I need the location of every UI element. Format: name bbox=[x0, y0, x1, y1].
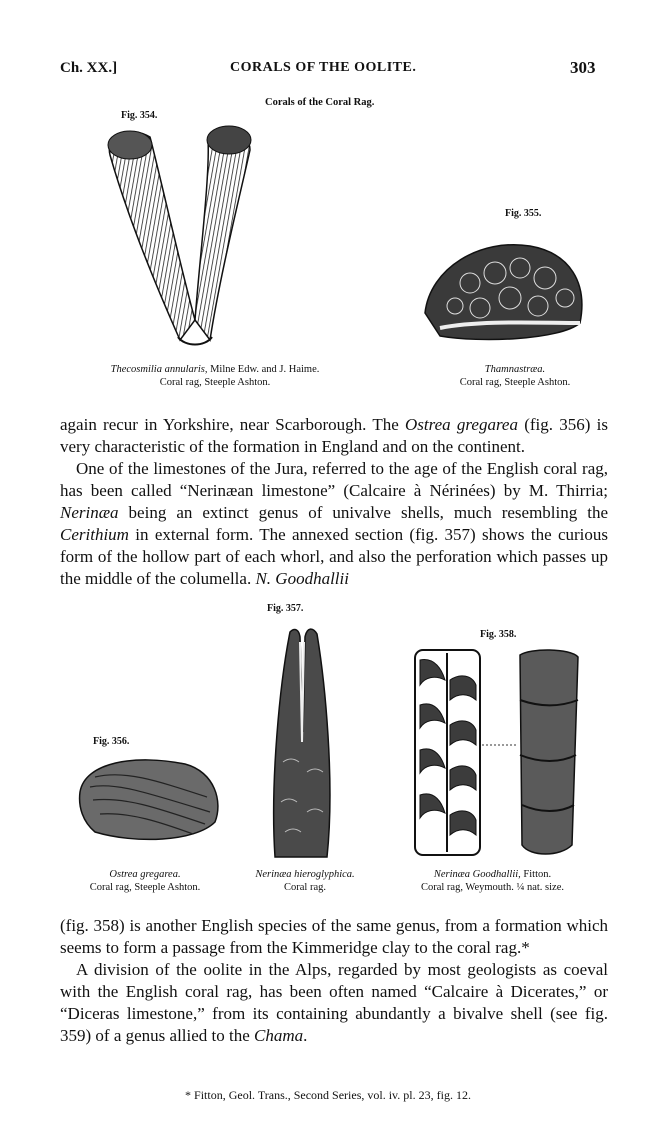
fig356-locality: Coral rag, Steeple Ashton. bbox=[89, 882, 201, 893]
fig354-author: Milne Edw. and J. Haime. bbox=[207, 364, 320, 375]
fig354-locality: Coral rag, Steeple Ashton. bbox=[159, 377, 271, 388]
fig358-locality: Coral rag, Weymouth. ¼ nat. size. bbox=[420, 882, 564, 893]
paragraph-2 bbox=[60, 458, 608, 590]
p3-text-1: (fig. 358) is another English species of the same genus, from a formation which seems to form a passage from the Kimmeridge clay to the coral rag.* bbox=[60, 916, 608, 957]
p4-text-1: A division of the oolite in the Alps, regarded by most geologists as coeval with the English coral rag, has been often named “Calcaire à Dicerates,” or “Diceras limestone,” from its containing abundantly a bivalve shell (see fig. 359) of a genus allied to the bbox=[60, 960, 608, 1045]
fig356-species: Ostrea gregarea. bbox=[109, 869, 181, 880]
footnote: * Fitton, Geol. Trans., Second Series, vol. iv. pl. 23, fig. 12. bbox=[185, 1088, 471, 1102]
fig355-species: Thamnastræa. bbox=[484, 364, 546, 375]
section-caption: Corals of the Coral Rag. bbox=[265, 97, 375, 108]
fig357-label: Fig. 357. bbox=[267, 603, 304, 614]
fig357-locality: Coral rag. bbox=[284, 882, 326, 893]
fig354-species: Thecosmilia annularis, bbox=[110, 364, 208, 375]
body-text-lower bbox=[60, 915, 608, 1047]
fig358-species: Nerinæa Goodhallii, bbox=[433, 869, 521, 880]
paragraph-1 bbox=[60, 414, 608, 458]
fig354-illustration bbox=[100, 115, 260, 355]
p1-italic-1: Ostrea gregarea bbox=[405, 415, 518, 434]
fig357-illustration bbox=[265, 622, 340, 862]
fig357-caption bbox=[225, 868, 385, 894]
chapter-label: Ch. XX.] bbox=[60, 60, 118, 76]
paragraph-4 bbox=[60, 959, 608, 1047]
fig358-author: Fitton. bbox=[520, 869, 552, 880]
p2-italic-3: N. Goodhallii bbox=[255, 569, 349, 588]
p2-text-2: being an extinct genus of univalve shells, much resembling the bbox=[118, 503, 608, 522]
page-title: CORALS OF THE OOLITE. bbox=[230, 60, 417, 75]
fig355-illustration bbox=[420, 228, 590, 348]
fig358-illustration bbox=[410, 645, 585, 860]
fig358-caption bbox=[385, 868, 600, 894]
p2-text-1: One of the limestones of the Jura, referred to the age of the English coral rag, has been called “Nerinæan limestone” (Calcaire à Nérinées) by M. Thirria; bbox=[60, 459, 608, 500]
fig356-illustration bbox=[75, 752, 225, 847]
fig356-label: Fig. 356. bbox=[93, 736, 130, 747]
fig358-label: Fig. 358. bbox=[480, 629, 517, 640]
p1-text-1: again recur in Yorkshire, near Scarborough. The bbox=[60, 415, 406, 434]
paragraph-3 bbox=[60, 915, 608, 959]
page-number: 303 bbox=[570, 58, 596, 77]
fig354-caption bbox=[60, 363, 370, 389]
fig357-species: Nerinæa hieroglyphica. bbox=[255, 869, 355, 880]
fig356-caption bbox=[55, 868, 235, 894]
fig354-label: Fig. 354. bbox=[121, 110, 158, 121]
p2-italic-2: Cerithium bbox=[60, 525, 129, 544]
p2-italic-1: Nerinæa bbox=[60, 503, 119, 522]
body-text-upper bbox=[60, 414, 608, 590]
p1-text-2: (fig. 356) is very characteristic of the formation in England and on the continent. bbox=[60, 415, 608, 456]
p2-text-3: in external form. The annexed section (fig. 357) shows the curious form of the hollow part of each whorl, and also the perforation which passes up the middle of the columella. bbox=[60, 525, 608, 588]
p4-italic-1: Chama bbox=[254, 1026, 304, 1045]
fig355-caption bbox=[420, 363, 610, 389]
fig355-locality: Coral rag, Steeple Ashton. bbox=[459, 377, 571, 388]
fig355-label: Fig. 355. bbox=[505, 208, 542, 219]
p4-text-2: . bbox=[303, 1026, 308, 1045]
